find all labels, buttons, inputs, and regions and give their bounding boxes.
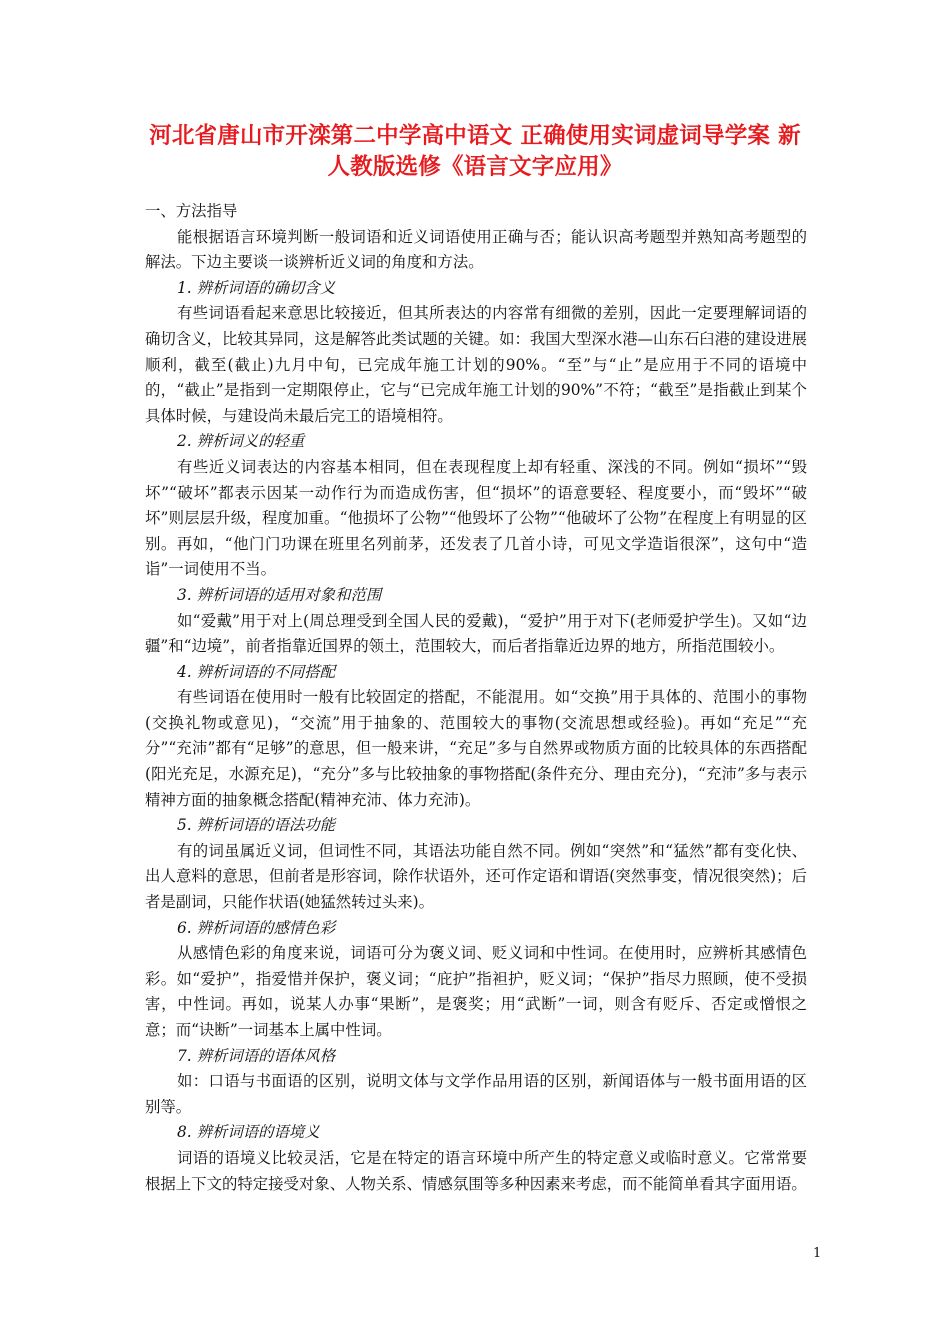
subheading-2: 2. 辨析词义的轻重 — [177, 432, 305, 451]
document-body — [145, 199, 807, 1197]
page-number: 1 — [813, 1246, 822, 1261]
subheading-3: 3. 辨析词语的适用对象和范围 — [177, 585, 382, 604]
paragraph-5: 有的词虽属近义词，但词性不同，其语法功能自然不同。例如“突然”和“猛然”都有变化快、出人意料的意思，但前者是形容词，除作状语外，还可作定语和谓语(突然事变，情况很突然)；后者是副词，只能作状语(她猛然转过头来)。 — [145, 841, 807, 912]
subheading-5: 5. 辨析词语的语法功能 — [177, 816, 336, 835]
paragraph-4: 有些词语在使用时一般有比较固定的搭配，不能混用。如“交换”用于具体的、范围小的事物(交换礼物或意见)，“交流”用于抽象的、范围较大的事物(交流思想或经验)。再如“充足”“充分”“充沛”都有“足够”的意思，但一般来讲，“充足”多与自然界或物质方面的比较具体的东西搭配(阳光充足，水源充足)，“充分”多与比较抽象的事物搭配(条件充分、理由充分)，“充沛”多与表示精神方面的抽象概念搭配(精神充沛、体力充沛)。 — [145, 688, 807, 809]
subheading-8: 8. 辨析词语的语境义 — [177, 1123, 320, 1142]
paragraph-3: 如“爱戴”用于对上(周总理受到全国人民的爱戴)，“爱护”用于对下(老师爱护学生)。又如“边疆”和“边境”，前者指靠近国界的领土，范围较大，而后者指靠近边界的地方，所指范围较小。 — [145, 611, 807, 656]
section-heading: 一、方法指导 — [145, 202, 238, 220]
paragraph-7: 如：口语与书面语的区别，说明文体与文学作品用语的区别，新闻语体与一般书面用语的区别等。 — [145, 1072, 807, 1116]
paragraph-6: 从感情色彩的角度来说，词语可分为褒义词、贬义词和中性词。在使用时，应辨析其感情色彩。如“爱护”，指爱惜并保护，褒义词；“庇护”指袒护，贬义词；“保护”指尽力照顾，使不受损害，中性词。再如，说某人办事“果断”，是褒奖；用“武断”一词，则含有贬斥、否定或憎恨之意；而“诀断”一词基本上属中性词。 — [145, 944, 807, 1039]
subheading-1: 1. 辨析词语的确切含义 — [177, 278, 336, 297]
title-line-2: 人教版选修《语言文字应用》 — [327, 154, 623, 180]
subheading-4: 4. 辨析词语的不同搭配 — [177, 662, 336, 681]
intro-paragraph: 能根据语言环境判断一般词语和近义词语使用正确与否；能认识高考题型并熟知高考题型的解法。下边主要谈一谈辨析近义词的角度和方法。 — [145, 227, 807, 272]
title-line-1: 河北省唐山市开滦第二中学高中语文 正确使用实词虚词导学案 新 — [149, 123, 801, 149]
document-title — [100, 121, 850, 183]
paragraph-8: 词语的语境义比较灵活，它是在特定的语言环境中所产生的特定意义或临时意义。它常常要根据上下文的特定接受对象、人物关系、情感氛围等多种因素来考虑，而不能简单看其字面用语。 — [145, 1148, 807, 1193]
paragraph-1: 有些词语看起来意思比较接近，但其所表达的内容常有细微的差别，因此一定要理解词语的确切含义，比较其异同，这是解答此类试题的关键。如：我国大型深水港—山东石臼港的建设进展顺利，截至(截止)九月中旬，已完成年施工计划的90%。“至”与“止”是应用于不同的语境中的，“截止”是指到一定期限停止，它与“已完成年施工计划的90%”不符；“截至”是指截止到某个具体时候，与建设尚未最后完工的语境相符。 — [145, 304, 807, 425]
subheading-6: 6. 辨析词语的感情色彩 — [177, 918, 336, 937]
paragraph-2: 有些近义词表达的内容基本相同，但在表现程度上却有轻重、深浅的不同。例如“损坏”“毁坏”“破坏”都表示因某一动作行为而造成伤害，但“损坏”的语意要轻、程度要小，而“毁坏”“破坏”则层层升级，程度加重。“他损坏了公物”“他毁坏了公物”“他破坏了公物”在程度上有明显的区别。再如，“他门门功课在班里名列前茅，还发表了几首小诗，可见文学造诣很深”，这句中“造诣”一词使用不当。 — [145, 457, 807, 579]
subheading-7: 7. 辨析词语的语体风格 — [177, 1046, 336, 1065]
